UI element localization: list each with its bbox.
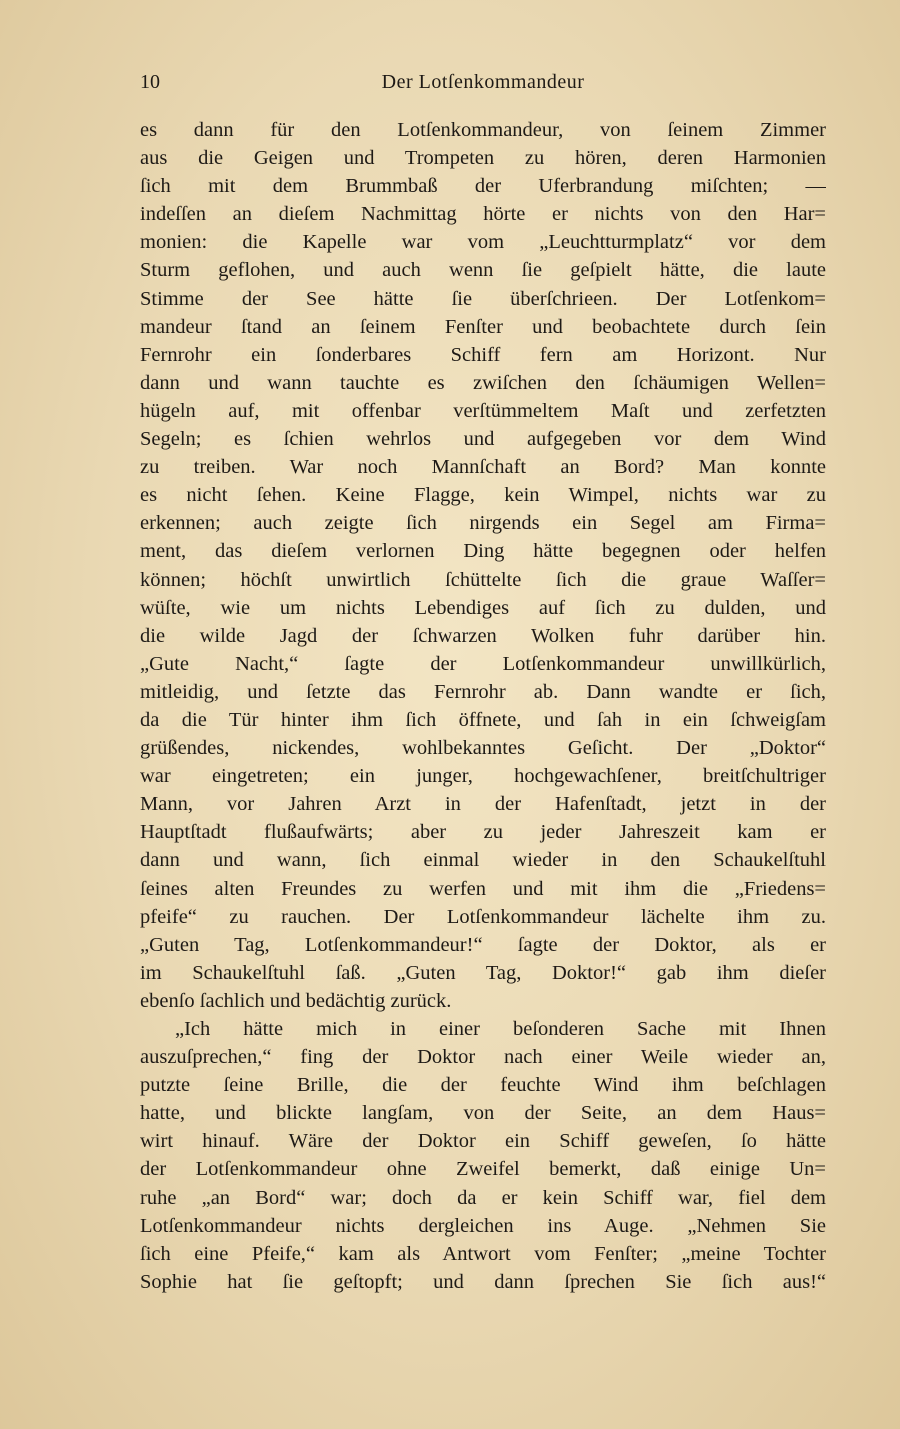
paragraph-end-line: ebenſo ſachlich und bedächtig zurück.: [140, 989, 452, 1012]
text-line: können; höchſt unwirtlich ſchüttelte ſich die graue Waſſer=: [140, 568, 826, 591]
text-line: Stimme der See hätte ſie überſchrieen. Der Lotſenkom=: [140, 287, 826, 310]
text-line: Sophie hat ſie geſtopft; und dann ſprechen Sie ſich aus!“: [140, 1270, 826, 1293]
text-line: ſich eine Pfeife,“ kam als Antwort vom Fenſter; „meine Tochter: [140, 1242, 826, 1265]
text-line: wüſte, wie um nichts Lebendiges auf ſich zu dulden, und: [140, 596, 826, 619]
text-line: war eingetreten; ein junger, hochgewachſener, breitſchultriger: [140, 765, 826, 788]
text-line: ſeines alten Freundes zu werfen und mit ihm die „Friedens=: [140, 877, 826, 900]
text-line: putzte ſeine Brille, die der feuchte Wind ihm beſchlagen: [140, 1074, 826, 1097]
text-line: dann und wann tauchte es zwiſchen den ſchäumigen Wellen=: [140, 371, 826, 394]
text-line: erkennen; auch zeigte ſich nirgends ein Segel am Firma=: [140, 512, 826, 535]
text-line: es dann für den Lotſenkommandeur, von ſeinem Zimmer: [140, 119, 826, 141]
text-line: ſich mit dem Brummbaß der Uferbrandung miſchten; —: [140, 175, 826, 198]
text-line: grüßendes, nickendes, wohlbekanntes Geſicht. Der „Doktor“: [140, 737, 826, 760]
running-title: Der Lotſenkommandeur: [381, 71, 585, 93]
text-line: Hauptſtadt flußaufwärts; aber zu jeder Jahreszeit kam er: [140, 821, 826, 844]
text-line: Sturm geflohen, und auch wenn ſie geſpielt hätte, die laute: [140, 259, 826, 282]
text-line: ment, das dieſem verlornen Ding hätte begegnen oder helfen: [140, 540, 826, 563]
text-line: monien: die Kapelle war vom „Leuchtturmplatz“ vor dem: [140, 231, 826, 254]
text-line: indeſſen an dieſem Nachmittag hörte er nichts von den Har=: [140, 203, 826, 226]
text-line: wirt hinauf. Wäre der Doktor ein Schiff geweſen, ſo hätte: [140, 1130, 826, 1153]
page-number: 10: [140, 71, 160, 93]
text-line: hügeln auf, mit offenbar verſtümmeltem Maſt und zerfetzten: [140, 399, 826, 422]
text-line: ruhe „an Bord“ war; doch da er kein Schiff war, fiel dem: [140, 1186, 826, 1209]
text-line: Fernrohr ein ſonderbares Schiff fern am Horizont. Nur: [140, 343, 826, 366]
text-line: Mann, vor Jahren Arzt in der Hafenſtadt, jetzt in der: [140, 793, 826, 816]
paragraph-start-line: „Ich hätte mich in einer beſonderen Sache mit Ihnen: [175, 1018, 826, 1040]
text-line: im Schaukelſtuhl ſaß. „Guten Tag, Doktor!“ gab ihm dieſer: [140, 961, 826, 984]
text-line: pfeife“ zu rauchen. Der Lotſenkommandeur lächelte ihm zu.: [140, 905, 826, 928]
text-line: der Lotſenkommandeur ohne Zweifel bemerkt, daß einige Un=: [140, 1158, 826, 1181]
body-text: [140, 116, 826, 1296]
text-line: „Guten Tag, Lotſenkommandeur!“ ſagte der Doktor, als er: [140, 933, 826, 956]
text-line: zu treiben. War noch Mannſchaft an Bord? Man konnte: [140, 456, 826, 479]
running-head: [140, 68, 826, 96]
text-line: mitleidig, und ſetzte das Fernrohr ab. Dann wandte er ſich,: [140, 680, 826, 703]
text-line: mandeur ſtand an ſeinem Fenſter und beobachtete durch ſein: [140, 315, 826, 338]
text-line: die wilde Jagd der ſchwarzen Wolken fuhr darüber hin.: [140, 624, 826, 647]
text-line: Lotſenkommandeur nichts dergleichen ins Auge. „Nehmen Sie: [140, 1214, 826, 1237]
text-line: hatte, und blickte langſam, von der Seite, an dem Haus=: [140, 1102, 826, 1125]
text-line: aus die Geigen und Trompeten zu hören, deren Harmonien: [140, 147, 826, 170]
text-line: es nicht ſehen. Keine Flagge, kein Wimpel, nichts war zu: [140, 484, 826, 507]
text-line: da die Tür hinter ihm ſich öffnete, und ſah in ein ſchweigſam: [140, 708, 826, 731]
text-line: Segeln; es ſchien wehrlos und aufgegeben vor dem Wind: [140, 428, 826, 451]
text-line: dann und wann, ſich einmal wieder in den Schaukelſtuhl: [140, 849, 826, 872]
text-line: „Gute Nacht,“ ſagte der Lotſenkommandeur unwillkürlich,: [140, 652, 826, 675]
text-line: auszuſprechen,“ fing der Doktor nach einer Weile wieder an,: [140, 1046, 826, 1069]
